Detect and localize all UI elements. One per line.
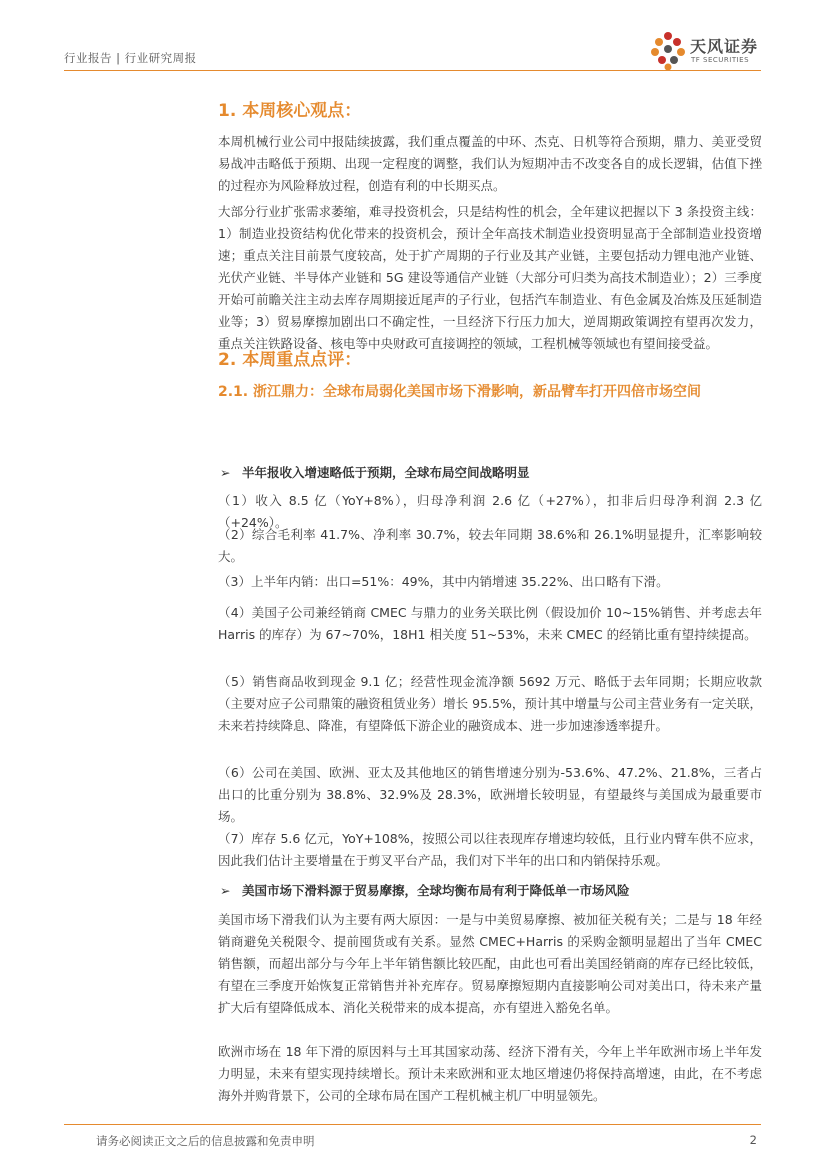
section-1-title: 1. 本周核心观点： [218,101,362,121]
list-item: （4）美国子公司兼经销商 CMEC 与鼎力的业务关联比例（假设加价 10~15%销售、并考虑去年 Harris 的库存）为 67~70%，18H1 相关度 51~53%，未来 CMEC 的经销比重有望持续提高。 [218,605,762,642]
list-item: （6）公司在美国、欧洲、亚太及其他地区的销售增速分别为-53.6%、47.2%、21.8%，三者占出口的比重分别为 38.8%、32.9%及 28.3%，欧洲增长较明显，有望最终与美国成为最重要市场。 [218,765,762,824]
paragraph-us-market: 美国市场下滑我们认为主要有两大原因：一是与中美贸易摩擦、被加征关税有关；二是与 18 年经销商避免关税限令、提前囤货或有关系。显然 CMEC+Harris 的采购金额明显超出了当年 CMEC 销售额，而超出部分与今年上半年销售额比较匹配，由此也可看出美国经销商的库存已经比较低，有望在三季度开始恢复正常销售并补充库存。贸易摩擦短期内直接影响公司对美出口，待未来产量扩大后有望降低成本、消化关税带来的成本提高，亦有望进入豁免名单。 [218,912,762,1015]
list-item: （1）收入 8.5 亿（YoY+8%），归母净利润 2.6 亿（+27%），扣非后归母净利润 2.3 亿（+24%）。 [218,493,762,530]
bullet-heading-1-text: 半年报收入增速略低于预期，全球布局空间战略明显 [242,465,530,480]
list-item: （3）上半年内销：出口=51%：49%，其中内销增速 35.22%、出口略有下滑。 [218,574,669,589]
section-1-paragraph-1: 本周机械行业公司中报陆续披露，我们重点覆盖的中环、杰克、日机等符合预期，鼎力、美亚受贸易战冲击略低于预期、出现一定程度的调整，我们认为短期冲击不改变各自的成长逻辑，估值下挫的过程亦为风险释放过程，创造有利的中长期买点。 [218,134,762,193]
section-2-1-title: 2.1. 浙江鼎力：全球布局弱化美国市场下滑影响，新品臂车打开四倍市场空间 [218,384,701,400]
report-category-label: 行业报告 | 行业研究周报 [64,51,197,65]
bullet-heading-1 [220,463,530,481]
footer-divider [64,1124,761,1125]
section-1-paragraph-2: 大部分行业扩张需求萎缩，难寻投资机会，只是结构性的机会，全年建议把握以下 3 条投资主线：1）制造业投资结构优化带来的投资机会，预计全年高技术制造业投资明显高于全部制造业投资增速；重点关注目前景气度较高，处于扩产周期的子行业及其产业链，主要包括动力锂电池产业链、光伏产业链、半导体产业链和 5G 建设等通信产业链（大部分可归类为高技术制造业）；2）三季度开始可前瞻关注主动去库存周期接近尾声的子行业，包括汽车制造业、有色金属及冶炼及压延制造业等；3）贸易摩擦加剧出口不确定性，一旦经济下行压力加大，逆周期政策调控有望再次发力，重点关注铁路设备、核电等中央财政可直接调控的领域，工程机械等领域也有望间接受益。 [218,204,762,351]
logo-text-en: TF SECURITIES [691,56,750,64]
arrow-bullet-icon: ➢ [220,883,231,898]
bullet-heading-2 [220,881,630,899]
arrow-bullet-icon: ➢ [220,465,231,480]
paragraph-eu-market: 欧洲市场在 18 年下滑的原因料与土耳其国家动荡、经济下滑有关，今年上半年欧洲市场上半年发力明显，未来有望实现持续增长。预计未来欧洲和亚太地区增速仍将保持高增速，由此，在不考虑海外并购背景下，公司的全球布局在国产工程机械主机厂中明显领先。 [218,1044,762,1103]
page-number: 2 [749,1133,757,1147]
list-item: （7）库存 5.6 亿元，YoY+108%，按照公司以往表现库存增速均较低，且行业内臂车供不应求，因此我们估计主要增量在于剪叉平台产品，我们对下半年的出口和内销保持乐观。 [218,831,762,868]
logo-text-cn: 天风证券 [690,37,759,56]
header-divider [64,70,761,71]
company-logo [648,28,768,76]
bullet-heading-2-text: 美国市场下滑料源于贸易摩擦，全球均衡布局有利于降低单一市场风险 [242,883,630,898]
logo-mark-icon [648,28,688,72]
list-item: （5）销售商品收到现金 9.1 亿；经营性现金流净额 5692 万元、略低于去年同期；长期应收款（主要对应子公司鼎策的融资租赁业务）增长 95.5%，预计其中增量与公司主营业务有一定关联，未来若持续降息、降准，有望降低下游企业的融资成本、进一步加速渗透率提升。 [218,674,762,733]
list-item: （2）综合毛利率 41.7%、净利率 30.7%，较去年同期 38.6%和 26.1%明显提升，汇率影响较大。 [218,527,762,564]
section-2-title: 2. 本周重点点评： [218,350,362,370]
footer-disclaimer: 请务必阅读正文之后的信息披露和免责申明 [96,1134,315,1148]
